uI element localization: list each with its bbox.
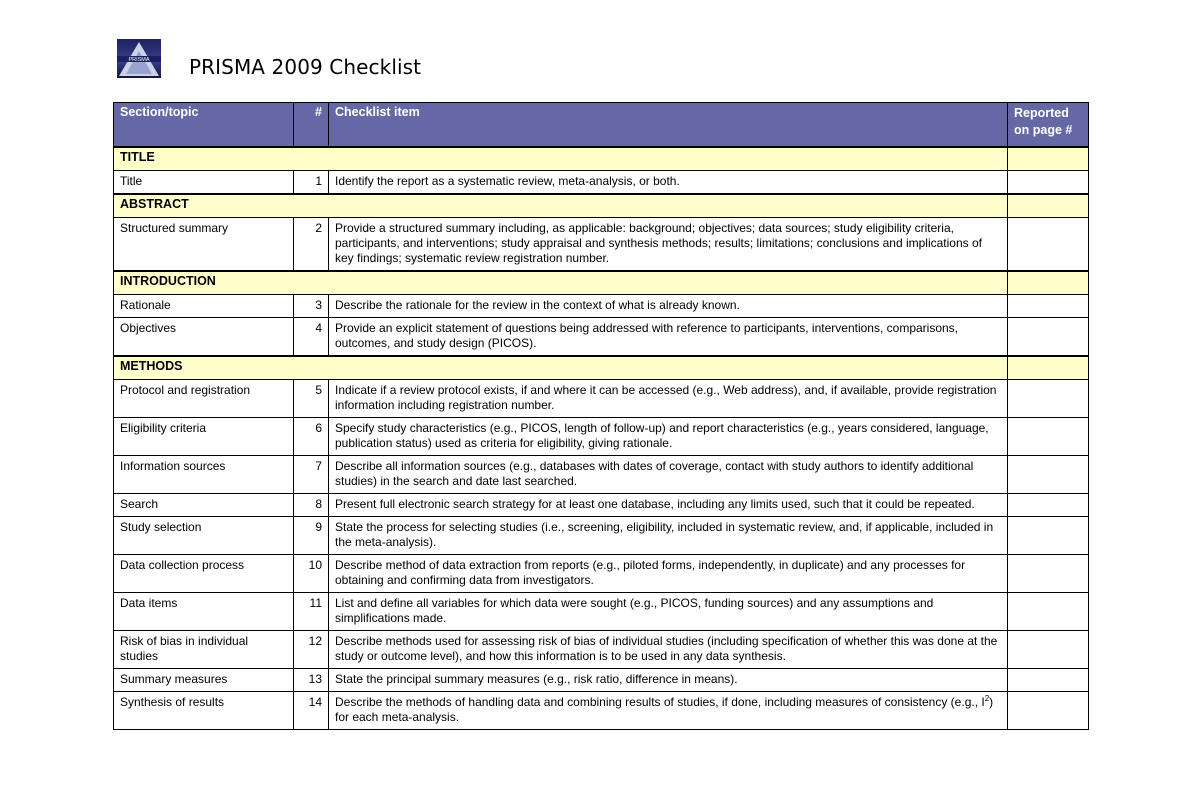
checklist-item-cell: State the principal summary measures (e.g., risk ratio, difference in means).: [329, 669, 1008, 692]
reported-page-cell[interactable]: [1008, 380, 1089, 418]
table-row: [114, 295, 1089, 318]
reported-page-cell[interactable]: [1008, 218, 1089, 272]
topic-cell: Risk of bias in individual studies: [114, 631, 294, 669]
table-row: [114, 494, 1089, 517]
topic-cell: Summary measures: [114, 669, 294, 692]
logo-wordmark: PRISMA: [128, 57, 150, 63]
section-reported-cell: [1008, 194, 1089, 218]
checklist-item-cell: State the process for selecting studies (i.e., screening, eligibility, included in systematic review, and, if applicable, included in the meta-analysis).: [329, 517, 1008, 555]
table-row: [114, 380, 1089, 418]
table-row: [114, 631, 1089, 669]
topic-cell: Study selection: [114, 517, 294, 555]
table-row: [114, 218, 1089, 272]
table-row: [114, 456, 1089, 494]
reported-page-cell[interactable]: [1008, 669, 1089, 692]
checklist-item-cell: Indicate if a review protocol exists, if and where it can be accessed (e.g., Web address), and, if available, provide registration information including registration number.: [329, 380, 1008, 418]
section-heading: METHODS: [114, 356, 1008, 380]
topic-cell: Synthesis of results: [114, 692, 294, 730]
item-number-cell: 8: [294, 494, 329, 517]
item-number-cell: 14: [294, 692, 329, 730]
item-number-cell: 4: [294, 318, 329, 357]
section-heading: TITLE: [114, 147, 1008, 171]
section-row: [114, 356, 1089, 380]
table-row: [114, 418, 1089, 456]
topic-cell: Information sources: [114, 456, 294, 494]
checklist-item-cell: Describe the rationale for the review in the context of what is already known.: [329, 295, 1008, 318]
checklist-item-cell: Describe method of data extraction from reports (e.g., piloted forms, independently, in duplicate) and any processes for obtaining and confirming data from investigators.: [329, 555, 1008, 593]
topic-cell: Title: [114, 171, 294, 195]
header-number: #: [294, 103, 329, 148]
topic-cell: Search: [114, 494, 294, 517]
checklist-table: [113, 102, 1089, 730]
checklist-item-cell: [329, 692, 1008, 730]
reported-page-cell[interactable]: [1008, 418, 1089, 456]
header-section-topic: Section/topic: [114, 103, 294, 148]
topic-cell: Protocol and registration: [114, 380, 294, 418]
section-row: [114, 147, 1089, 171]
reported-page-cell[interactable]: [1008, 631, 1089, 669]
table-row: [114, 692, 1089, 730]
section-reported-cell: [1008, 147, 1089, 171]
reported-page-cell[interactable]: [1008, 456, 1089, 494]
item-number-cell: 10: [294, 555, 329, 593]
item-text: Describe the methods of handling data and combining results of studies, if done, including measures of consistency (e.g., I: [335, 695, 985, 709]
reported-page-cell[interactable]: [1008, 517, 1089, 555]
section-heading: ABSTRACT: [114, 194, 1008, 218]
checklist-item-cell: Provide an explicit statement of questions being addressed with reference to participants, interventions, comparisons, outcomes, and study design (PICOS).: [329, 318, 1008, 357]
item-superscript: 2: [984, 694, 990, 703]
header-checklist-item: Checklist item: [329, 103, 1008, 148]
checklist-item-cell: Present full electronic search strategy for at least one database, including any limits used, such that it could be repeated.: [329, 494, 1008, 517]
reported-page-cell[interactable]: [1008, 318, 1089, 357]
section-reported-cell: [1008, 356, 1089, 380]
section-reported-cell: [1008, 271, 1089, 295]
topic-cell: Eligibility criteria: [114, 418, 294, 456]
checklist-item-cell: Describe methods used for assessing risk of bias of individual studies (including specification of whether this was done at the study or outcome level), and how this information is to be used in any data synthesis.: [329, 631, 1008, 669]
checklist-item-cell: Identify the report as a systematic review, meta-analysis, or both.: [329, 171, 1008, 195]
table-row: [114, 593, 1089, 631]
section-heading: INTRODUCTION: [114, 271, 1008, 295]
checklist-item-cell: Provide a structured summary including, as applicable: background; objectives; data sources; study eligibility criteria, participants, and interventions; study appraisal and synthesis methods; results; limitations; conclusions and implications of key findings; systematic review registration number.: [329, 218, 1008, 272]
item-number-cell: 9: [294, 517, 329, 555]
reported-page-cell[interactable]: [1008, 171, 1089, 195]
reported-page-cell[interactable]: [1008, 295, 1089, 318]
item-number-cell: 5: [294, 380, 329, 418]
item-number-cell: 11: [294, 593, 329, 631]
topic-cell: Objectives: [114, 318, 294, 357]
item-number-cell: 13: [294, 669, 329, 692]
reported-page-cell[interactable]: [1008, 494, 1089, 517]
item-text: ) for each meta-analysis.: [335, 695, 994, 724]
topic-cell: Rationale: [114, 295, 294, 318]
table-row: [114, 669, 1089, 692]
section-row: [114, 194, 1089, 218]
reported-page-cell[interactable]: [1008, 692, 1089, 730]
reported-page-cell[interactable]: [1008, 593, 1089, 631]
topic-cell: Data collection process: [114, 555, 294, 593]
table-row: [114, 318, 1089, 357]
topic-cell: Structured summary: [114, 218, 294, 272]
header-reported-page: Reported on page #: [1008, 103, 1089, 148]
table-row: [114, 517, 1089, 555]
section-row: [114, 271, 1089, 295]
table-row: [114, 555, 1089, 593]
checklist-item-cell: Specify study characteristics (e.g., PICOS, length of follow-up) and report characteristics (e.g., years considered, language, publication status) used as criteria for eligibility, giving rationale.: [329, 418, 1008, 456]
item-number-cell: 12: [294, 631, 329, 669]
item-number-cell: 2: [294, 218, 329, 272]
topic-cell: Data items: [114, 593, 294, 631]
reported-page-cell[interactable]: [1008, 555, 1089, 593]
page-title: PRISMA 2009 Checklist: [189, 55, 422, 79]
prisma-logo: [117, 39, 161, 78]
item-number-cell: 3: [294, 295, 329, 318]
header-row: [114, 103, 1089, 148]
checklist-item-cell: Describe all information sources (e.g., databases with dates of coverage, contact with study authors to identify additional studies) in the search and date last searched.: [329, 456, 1008, 494]
checklist-item-cell: List and define all variables for which data were sought (e.g., PICOS, funding sources) and any assumptions and simplifications made.: [329, 593, 1008, 631]
item-number-cell: 6: [294, 418, 329, 456]
item-number-cell: 1: [294, 171, 329, 195]
table-row: [114, 171, 1089, 195]
item-number-cell: 7: [294, 456, 329, 494]
